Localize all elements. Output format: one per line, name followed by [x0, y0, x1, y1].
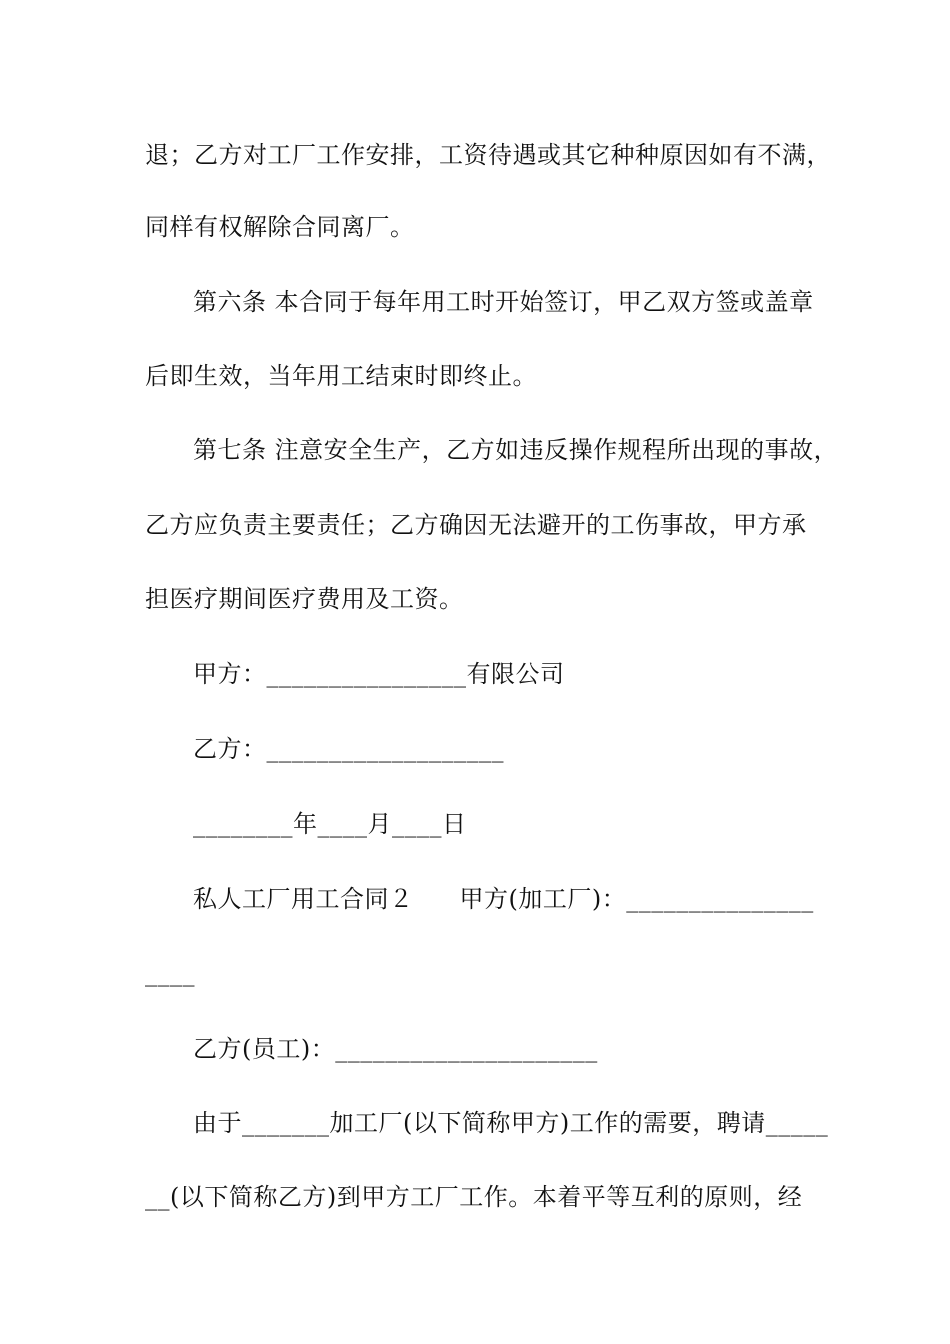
contract-title-line: [193, 884, 873, 914]
party-a-factory-field: 甲方(加工厂)：_______________: [459, 885, 814, 913]
paragraph-line: 乙方应负责主要责任；乙方确因无法避开的工伤事故，甲方承: [145, 511, 807, 539]
article-six-line: 第六条 本合同于每年用工时开始签订，甲乙双方签或盖章: [193, 288, 814, 316]
paragraph-line: 退；乙方对工厂工作安排，工资待遇或其它种种原因如有不满，: [145, 141, 831, 169]
party-b-employee-field: 乙方(员工)：_____________________: [193, 1035, 598, 1063]
paragraph-line: __(以下简称乙方)到甲方工厂工作。本着平等互利的原则，经: [145, 1183, 803, 1211]
article-seven-line: 第七条 注意安全生产，乙方如违反操作规程所出现的事故，: [193, 436, 839, 464]
contract-title: 私人工厂用工合同２: [193, 885, 414, 913]
paragraph-line: 后即生效，当年用工结束时即终止。: [145, 362, 537, 390]
paragraph-line: 担医疗期间医疗费用及工资。: [145, 585, 464, 613]
party-b-signature-line: 乙方：___________________: [193, 735, 504, 763]
blank-continuation-line: ____: [145, 959, 195, 987]
date-line: ________年____月____日: [193, 810, 467, 838]
intro-paragraph-line: 由于_______加工厂(以下简称甲方)工作的需要，聘请_____: [193, 1109, 829, 1137]
paragraph-line: 同样有权解除合同离厂。: [145, 213, 415, 241]
party-a-signature-line: 甲方：________________有限公司: [193, 660, 565, 688]
